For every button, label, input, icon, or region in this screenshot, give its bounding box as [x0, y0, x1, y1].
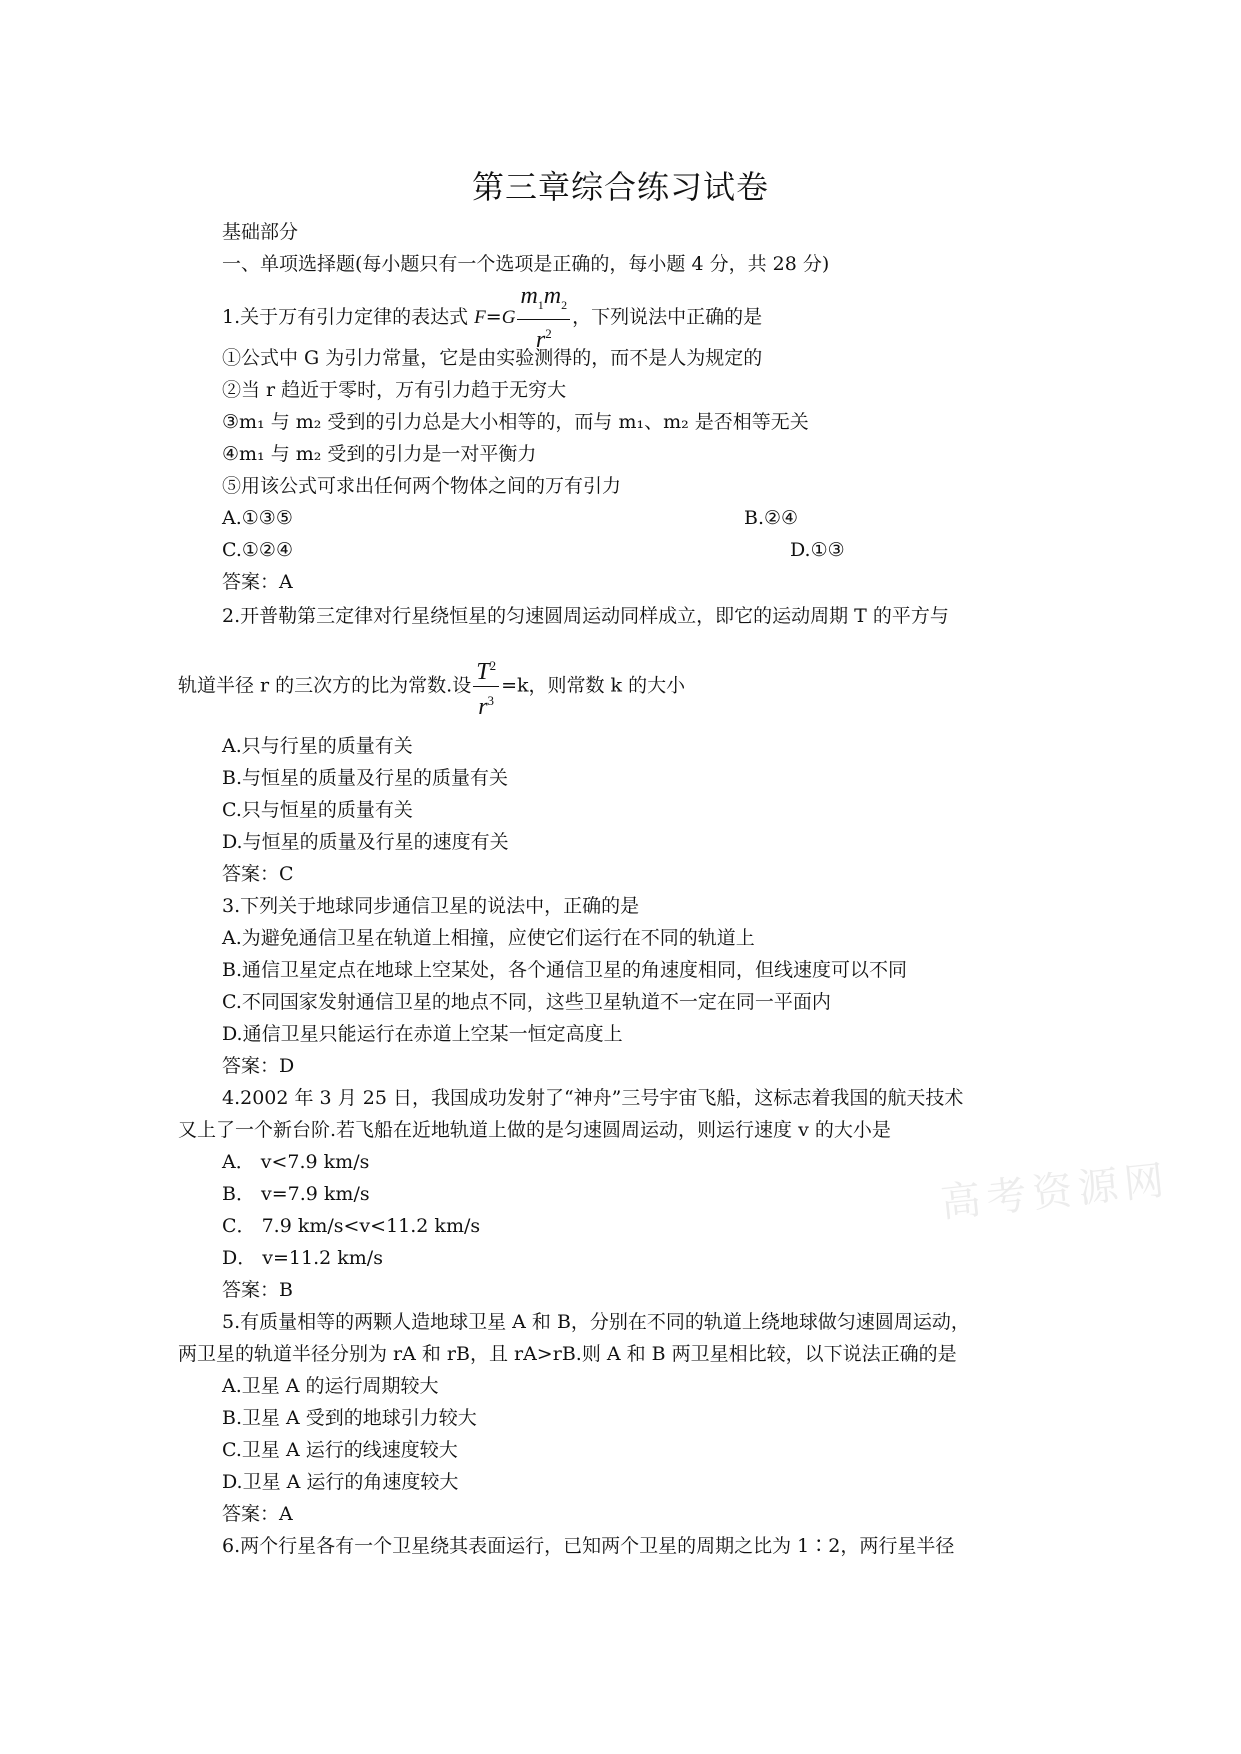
q1-statement-5: ⑤用该公式可求出任何两个物体之间的万有引力 [222, 475, 622, 497]
q3-answer: 答案：D [222, 1055, 295, 1077]
q2-option-d: D.与恒星的质量及行星的速度有关 [222, 831, 509, 853]
question-5-stem-line1: 5.有质量相等的两颗人造地球卫星 A 和 B，分别在不同的轨道上绕地球做匀速圆周运动， [222, 1311, 970, 1333]
q4-option-a: A． v<7.9 km/s [222, 1151, 370, 1173]
part-heading: 一、单项选择题(每小题只有一个选项是正确的，每小题 4 分，共 28 分) [222, 253, 830, 275]
question-5-stem-line2: 两卫星的轨道半径分别为 rA 和 rB，且 rA>rB.则 A 和 B 两卫星相比较，以下说法正确的是 [178, 1343, 957, 1365]
q3-option-d: D.通信卫星只能运行在赤道上空某一恒定高度上 [222, 1023, 623, 1045]
formula-constant: G [501, 306, 516, 328]
formula-force: F [474, 306, 486, 328]
question-1-stem [222, 282, 762, 354]
section-label: 基础部分 [222, 221, 299, 243]
q2-option-b: B.与恒星的质量及行星的质量有关 [222, 767, 509, 789]
q5-option-a: A.卫星 A 的运行周期较大 [222, 1375, 439, 1397]
gravity-fraction: $\frac{m_1m_2}{r^2}$ [517, 282, 570, 354]
q4-option-d: D． v=11.2 km/s [222, 1247, 383, 1269]
q1-option-b: B.②④ [744, 507, 799, 529]
formula-equals: = [485, 305, 502, 328]
q4-option-b: B． v=7.9 km/s [222, 1183, 370, 1205]
q5-option-c: C.卫星 A 运行的线速度较大 [222, 1439, 458, 1461]
q1-option-a: A.①③⑤ [222, 507, 293, 529]
question-2-stem-line2 [178, 652, 685, 721]
q5-option-b: B.卫星 A 受到的地球引力较大 [222, 1407, 477, 1429]
q5-option-d: D.卫星 A 运行的角速度较大 [222, 1471, 459, 1493]
question-4-stem-line2: 又上了一个新台阶.若飞船在近地轨道上做的是匀速圆周运动，则运行速度 v 的大小是 [178, 1119, 891, 1141]
q1-statement-2: ②当 r 趋近于零时，万有引力趋于无穷大 [222, 379, 567, 401]
page-title: 第三章综合练习试卷 [471, 168, 769, 206]
q1-option-c: C.①②④ [222, 539, 293, 561]
q3-option-b: B.通信卫星定点在地球上空某处，各个通信卫星的角速度相同，但线速度可以不同 [222, 959, 908, 981]
q4-answer: 答案：B [222, 1279, 293, 1301]
q2-option-a: A.只与行星的质量有关 [222, 735, 413, 757]
watermark: 高考资源网 [938, 1157, 1173, 1227]
q2-option-c: C.只与恒星的质量有关 [222, 799, 413, 821]
q1-answer: 答案：A [222, 571, 293, 593]
q1-statement-3: ③m₁ 与 m₂ 受到的引力总是大小相等的，而与 m₁、m₂ 是否相等无关 [222, 411, 809, 433]
q1-statement-1: ①公式中 G 为引力常量，它是由实验测得的，而不是人为规定的 [222, 347, 763, 369]
q2-stem-end: =k，则常数 k 的大小 [501, 674, 686, 697]
q1-stem-end: ，下列说法中正确的是 [572, 305, 763, 328]
question-6-stem-line1: 6.两个行星各有一个卫星绕其表面运行，已知两个卫星的周期之比为 1∶2，两行星半径 [222, 1535, 955, 1557]
q3-option-a: A.为避免通信卫星在轨道上相撞，应使它们运行在不同的轨道上 [222, 927, 755, 949]
q3-option-c: C.不同国家发射通信卫星的地点不同，这些卫星轨道不一定在同一平面内 [222, 991, 831, 1013]
q4-option-c: C． 7.9 km/s<v<11.2 km/s [222, 1215, 481, 1237]
q1-stem-start: 1.关于万有引力定律的表达式 [222, 305, 475, 328]
question-2-stem-line1: 2.开普勒第三定律对行星绕恒星的匀速圆周运动同样成立，即它的运动周期 T 的平方与 [222, 605, 949, 627]
question-4-stem-line1: 4.2002 年 3 月 25 日，我国成功发射了“神舟”三号宇宙飞船，这标志着我国的航天技术 [222, 1087, 964, 1109]
q2-stem-mid: 轨道半径 r 的三次方的比为常数.设 [178, 674, 472, 697]
q1-statement-4: ④m₁ 与 m₂ 受到的引力是一对平衡力 [222, 443, 537, 465]
question-3-stem: 3.下列关于地球同步通信卫星的说法中，正确的是 [222, 895, 640, 917]
q5-answer: 答案：A [222, 1503, 293, 1525]
kepler-fraction: $\frac{T^2}{r^3}$ [473, 652, 499, 721]
q2-answer: 答案：C [222, 863, 294, 885]
q1-option-d: D.①③ [790, 539, 845, 561]
